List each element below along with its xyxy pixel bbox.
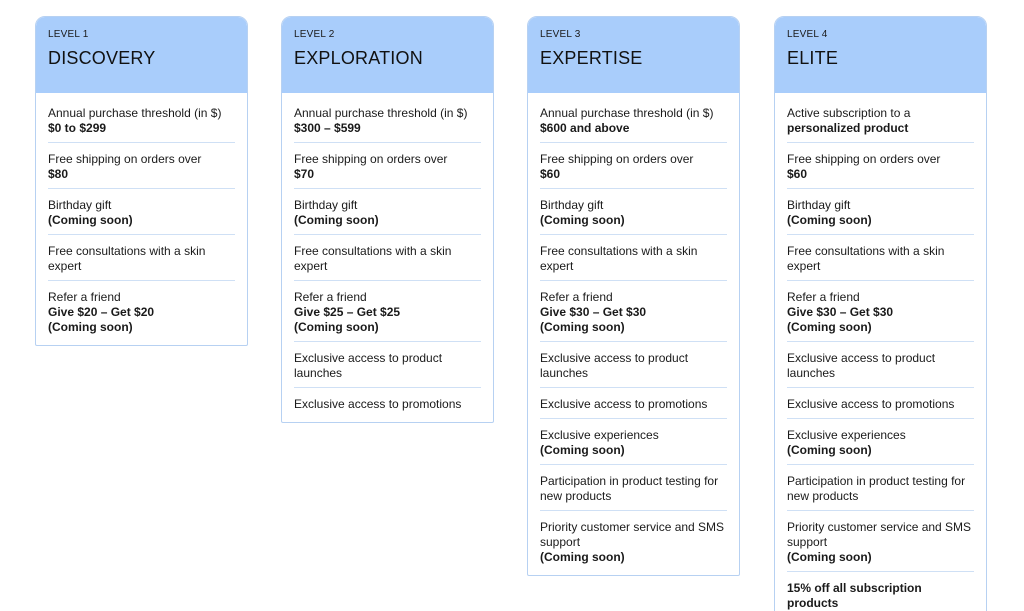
tier-level-label: LEVEL 1 <box>48 29 89 40</box>
benefit-item <box>540 426 727 465</box>
benefit-label: Participation in product testing for new products <box>787 474 966 503</box>
benefit-value: Give $30 – Get $30 <box>787 305 894 319</box>
benefit-item <box>48 150 235 189</box>
benefit-value: (Coming soon) <box>787 320 872 334</box>
benefit-label: Free shipping on orders over <box>787 152 941 166</box>
tier-level-label: LEVEL 2 <box>294 29 335 40</box>
benefit-label: Priority customer service and SMS support <box>787 520 972 549</box>
benefit-label: Refer a friend <box>48 290 121 304</box>
benefit-item <box>540 104 727 143</box>
benefit-value: $60 <box>540 167 561 181</box>
tier-title: ELITE <box>787 48 839 68</box>
tier-card-exploration <box>281 16 494 423</box>
benefit-item <box>540 395 727 419</box>
benefit-value: (Coming soon) <box>540 213 625 227</box>
benefit-label: Exclusive access to product launches <box>787 351 936 380</box>
benefit-label: Birthday gift <box>787 198 851 212</box>
benefit-label: Free consultations with a skin expert <box>48 244 206 273</box>
benefit-value: Give $20 – Get $20 <box>48 305 155 319</box>
benefit-label: Refer a friend <box>787 290 860 304</box>
benefit-item <box>540 288 727 342</box>
benefit-value: (Coming soon) <box>540 320 625 334</box>
benefit-label: Annual purchase threshold (in $) <box>48 106 222 120</box>
benefit-item <box>540 472 727 511</box>
benefit-value: $600 and above <box>540 121 630 135</box>
benefit-label: Exclusive access to promotions <box>294 397 462 411</box>
benefit-item <box>787 242 974 281</box>
benefit-label: Free shipping on orders over <box>48 152 202 166</box>
benefit-item <box>294 395 481 414</box>
tier-header <box>36 17 247 93</box>
tier-card-elite <box>774 16 987 611</box>
benefit-item <box>294 242 481 281</box>
benefit-item <box>787 196 974 235</box>
benefit-item <box>787 349 974 388</box>
benefit-item <box>540 349 727 388</box>
benefit-value: (Coming soon) <box>540 550 625 564</box>
benefit-value: (Coming soon) <box>48 320 133 334</box>
benefit-item <box>787 426 974 465</box>
benefit-label: Free consultations with a skin expert <box>294 244 452 273</box>
tier-title: DISCOVERY <box>48 48 156 68</box>
benefit-label: Annual purchase threshold (in $) <box>294 106 468 120</box>
benefit-value: (Coming soon) <box>294 320 379 334</box>
benefit-item <box>787 104 974 143</box>
benefit-item <box>294 104 481 143</box>
benefit-item <box>48 104 235 143</box>
benefit-list <box>775 93 986 611</box>
benefit-value: $70 <box>294 167 315 181</box>
benefit-item <box>294 349 481 388</box>
benefit-value: $80 <box>48 167 69 181</box>
benefit-label: Free shipping on orders over <box>540 152 694 166</box>
benefit-label: Annual purchase threshold (in $) <box>540 106 714 120</box>
benefit-value: personalized product <box>787 121 909 135</box>
benefit-value: (Coming soon) <box>48 213 133 227</box>
benefit-list <box>36 93 247 345</box>
tier-header <box>775 17 986 93</box>
benefit-value: Give $25 – Get $25 <box>294 305 401 319</box>
tier-card-discovery <box>35 16 248 346</box>
benefit-label: Exclusive experiences <box>540 428 659 442</box>
benefit-label: Priority customer service and SMS support <box>540 520 725 549</box>
tier-level-label: LEVEL 3 <box>540 29 581 40</box>
benefit-label: Exclusive access to product launches <box>540 351 689 380</box>
benefit-label: Refer a friend <box>294 290 367 304</box>
benefit-label: Free consultations with a skin expert <box>540 244 698 273</box>
benefit-label: Refer a friend <box>540 290 613 304</box>
benefit-item <box>48 288 235 337</box>
benefit-item <box>540 518 727 567</box>
tier-card-expertise <box>527 16 740 576</box>
benefit-label: Active subscription to a <box>787 106 911 120</box>
benefit-item <box>787 579 974 611</box>
benefit-value: $0 to $299 <box>48 121 107 135</box>
tier-title: EXPERTISE <box>540 48 643 68</box>
benefit-label: Free consultations with a skin expert <box>787 244 945 273</box>
tier-header <box>282 17 493 93</box>
benefit-label: Exclusive access to promotions <box>787 397 955 411</box>
benefit-item <box>294 196 481 235</box>
benefit-list <box>528 93 739 575</box>
benefit-value: (Coming soon) <box>787 213 872 227</box>
benefit-item <box>787 288 974 342</box>
benefit-value: $60 <box>787 167 808 181</box>
benefit-value: $300 – $599 <box>294 121 361 135</box>
tier-header <box>528 17 739 93</box>
benefit-label: Exclusive experiences <box>787 428 906 442</box>
tier-title: EXPLORATION <box>294 48 423 68</box>
benefit-label: Participation in product testing for new products <box>540 474 719 503</box>
benefit-list <box>282 93 493 422</box>
benefit-item <box>787 472 974 511</box>
benefit-value: (Coming soon) <box>540 443 625 457</box>
benefit-item <box>48 196 235 235</box>
benefit-value: (Coming soon) <box>787 443 872 457</box>
benefit-item <box>540 196 727 235</box>
benefit-label: Free shipping on orders over <box>294 152 448 166</box>
benefit-label: Exclusive access to promotions <box>540 397 708 411</box>
tier-level-label: LEVEL 4 <box>787 29 828 40</box>
benefit-item <box>540 242 727 281</box>
benefit-item <box>787 150 974 189</box>
benefit-value: 15% off all subscription products <box>787 581 922 610</box>
benefit-label: Birthday gift <box>48 198 112 212</box>
benefit-label: Exclusive access to product launches <box>294 351 443 380</box>
benefit-value: Give $30 – Get $30 <box>540 305 647 319</box>
benefit-item <box>787 518 974 572</box>
benefit-label: Birthday gift <box>294 198 358 212</box>
benefit-item <box>540 150 727 189</box>
benefit-item <box>787 395 974 419</box>
benefit-value: (Coming soon) <box>787 550 872 564</box>
benefit-item <box>48 242 235 281</box>
benefit-label: Birthday gift <box>540 198 604 212</box>
benefit-item <box>294 150 481 189</box>
benefit-value: (Coming soon) <box>294 213 379 227</box>
benefit-item <box>294 288 481 342</box>
